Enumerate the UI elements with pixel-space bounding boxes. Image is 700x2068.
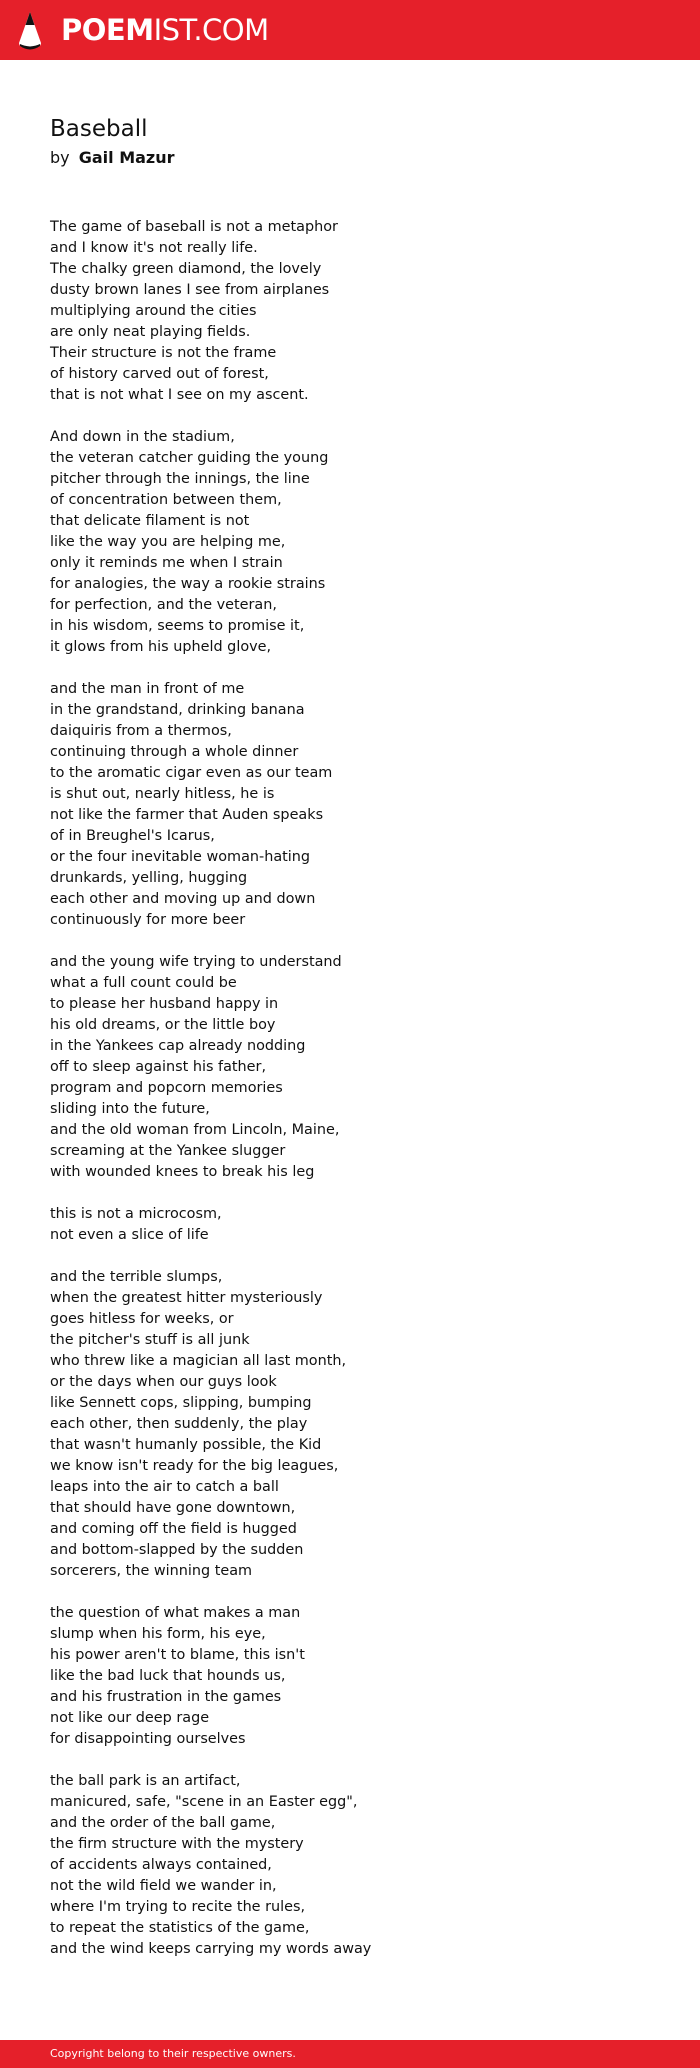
poem-line: like the way you are helping me, — [50, 534, 286, 550]
poem-line: his old dreams, or the little boy — [50, 1017, 276, 1033]
poem-line: in the Yankees cap already nodding — [50, 1038, 306, 1054]
poem-line: to the aromatic cigar even as our team — [50, 765, 333, 781]
poem-line: we know isn't ready for the big leagues, — [50, 1458, 339, 1474]
poem-line: the firm structure with the mystery — [50, 1836, 304, 1852]
poem-stanza — [50, 427, 670, 658]
poem-line: not even a slice of life — [50, 1227, 209, 1243]
poem-line: and the wind keeps carrying my words away — [50, 1941, 372, 1957]
poem-line: and the terrible slumps, — [50, 1269, 223, 1285]
poem-line: The game of baseball is not a metaphor — [50, 219, 338, 235]
poem-line: where I'm trying to recite the rules, — [50, 1899, 306, 1915]
poem-line: to please her husband happy in — [50, 996, 279, 1012]
poem-line: and the man in front of me — [50, 681, 245, 697]
poem-line: of in Breughel's Icarus, — [50, 828, 215, 844]
poem-line: who threw like a magician all last month, — [50, 1353, 347, 1369]
poem-line: like the bad luck that hounds us, — [50, 1668, 286, 1684]
poem-line: that wasn't humanly possible, the Kid — [50, 1437, 322, 1453]
poem-line: continuing through a whole dinner — [50, 744, 299, 760]
site-logo[interactable] — [61, 10, 269, 50]
poem-line: and the young wife trying to understand — [50, 954, 342, 970]
poem-line: program and popcorn memories — [50, 1080, 283, 1096]
poem-line: not like the farmer that Auden speaks — [50, 807, 324, 823]
poem-line: what a full count could be — [50, 975, 237, 991]
poem-line: or the days when our guys look — [50, 1374, 277, 1390]
site-header — [0, 0, 700, 60]
pencil-logo-icon[interactable] — [17, 11, 43, 51]
poem-line: in his wisdom, seems to promise it, — [50, 618, 305, 634]
poem-line: continuously for more beer — [50, 912, 246, 928]
poem-stanza — [50, 1771, 670, 1960]
poem-line: of accidents always contained, — [50, 1857, 272, 1873]
poem-line: drunkards, yelling, hugging — [50, 870, 248, 886]
poem-line: this is not a microcosm, — [50, 1206, 222, 1222]
poem-line: leaps into the air to catch a ball — [50, 1479, 279, 1495]
poem-line: for perfection, and the veteran, — [50, 597, 277, 613]
logo-light-text: IST.COM — [153, 13, 269, 47]
poem-line: with wounded knees to break his leg — [50, 1164, 315, 1180]
poem-line: screaming at the Yankee slugger — [50, 1143, 286, 1159]
poem-line: for disappointing ourselves — [50, 1731, 246, 1747]
by-label: by — [50, 148, 70, 167]
poem-stanza — [50, 679, 670, 931]
poem-line: and bottom-slapped by the sudden — [50, 1542, 304, 1558]
poem-line: the pitcher's stuff is all junk — [50, 1332, 250, 1348]
poem-line: and the old woman from Lincoln, Maine, — [50, 1122, 340, 1138]
poem-line: the question of what makes a man — [50, 1605, 301, 1621]
poem-body — [50, 217, 670, 1981]
poem-line: daiquiris from a thermos, — [50, 723, 232, 739]
poem-line: in the grandstand, drinking banana — [50, 702, 305, 718]
poem-line: and the order of the ball game, — [50, 1815, 276, 1831]
poem-line: that is not what I see on my ascent. — [50, 387, 309, 403]
poem-line: that should have gone downtown, — [50, 1500, 296, 1516]
poem-line: of concentration between them, — [50, 492, 282, 508]
poem-line: when the greatest hitter mysteriously — [50, 1290, 323, 1306]
poem-line: and coming off the field is hugged — [50, 1521, 297, 1537]
poem-line: it glows from his upheld glove, — [50, 639, 272, 655]
poem-line: like Sennett cops, slipping, bumping — [50, 1395, 312, 1411]
poem-title: Baseball — [50, 116, 148, 142]
poem-line: Their structure is not the frame — [50, 345, 277, 361]
poem-line: not like our deep rage — [50, 1710, 210, 1726]
poem-line: and I know it's not really life. — [50, 240, 258, 256]
poem-line: for analogies, the way a rookie strains — [50, 576, 326, 592]
poem-line: sliding into the future, — [50, 1101, 210, 1117]
poem-line: slump when his form, his eye, — [50, 1626, 266, 1642]
poem-line: dusty brown lanes I see from airplanes — [50, 282, 330, 298]
poem-line: the ball park is an artifact, — [50, 1773, 241, 1789]
poem-line: manicured, safe, "scene in an Easter egg", — [50, 1794, 358, 1810]
poem-line: pitcher through the innings, the line — [50, 471, 310, 487]
poem-line: each other, then suddenly, the play — [50, 1416, 308, 1432]
poem-stanza — [50, 217, 670, 406]
poem-line: his power aren't to blame, this isn't — [50, 1647, 305, 1663]
poem-line: And down in the stadium, — [50, 429, 235, 445]
poem-line: the veteran catcher guiding the young — [50, 450, 329, 466]
poem-line: and his frustration in the games — [50, 1689, 282, 1705]
logo-bold-text: POEM — [61, 13, 154, 47]
poem-line: goes hitless for weeks, or — [50, 1311, 234, 1327]
poem-line: that delicate filament is not — [50, 513, 250, 529]
poem-line: not the wild field we wander in, — [50, 1878, 277, 1894]
poem-line: to repeat the statistics of the game, — [50, 1920, 310, 1936]
site-footer — [0, 2040, 700, 2068]
poem-line: are only neat playing fields. — [50, 324, 251, 340]
poem-line: or the four inevitable woman-hating — [50, 849, 311, 865]
poem-line: multiplying around the cities — [50, 303, 257, 319]
byline — [50, 147, 175, 169]
poem-line: only it reminds me when I strain — [50, 555, 283, 571]
poem-line: The chalky green diamond, the lovely — [50, 261, 322, 277]
poem-stanza — [50, 1603, 670, 1750]
poem-line: sorcerers, the winning team — [50, 1563, 253, 1579]
copyright-text: Copyright belong to their respective owners. — [50, 2047, 296, 2060]
poem-stanza — [50, 952, 670, 1183]
poem-line: each other and moving up and down — [50, 891, 316, 907]
poem-line: of history carved out of forest, — [50, 366, 269, 382]
poem-author: Gail Mazur — [78, 148, 175, 167]
poem-stanza — [50, 1204, 670, 1246]
poem-stanza — [50, 1267, 670, 1582]
poem-line: is shut out, nearly hitless, he is — [50, 786, 275, 802]
poem-line: off to sleep against his father, — [50, 1059, 267, 1075]
